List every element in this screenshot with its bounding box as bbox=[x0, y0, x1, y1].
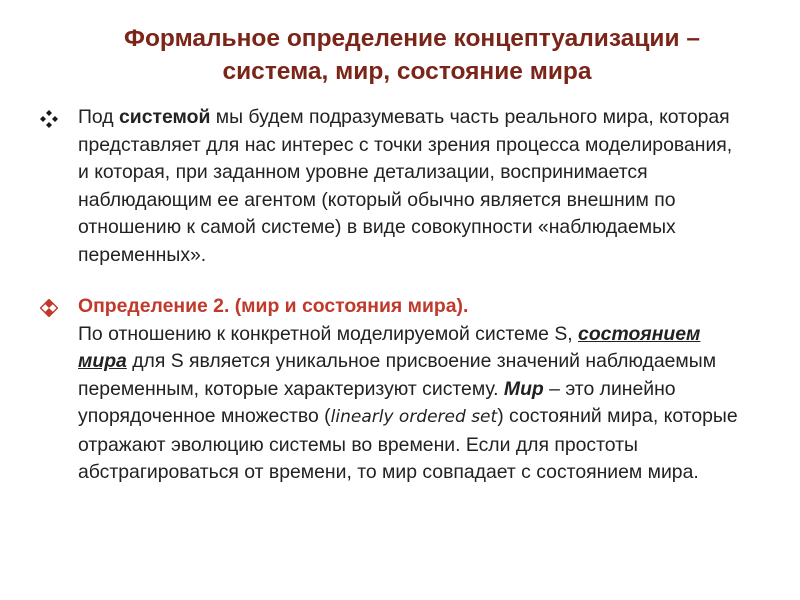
diamond-four-petal-icon bbox=[40, 110, 58, 128]
bullet-2-part-4: ) состояний мира, которые отражают эволюцию системы во времени. Если для простоты абстрагироваться от времени, то мир совпадает с состоянием мира. bbox=[78, 405, 738, 483]
english-term: linearly ordered set bbox=[330, 407, 498, 427]
term-world-state: состоянием мира bbox=[78, 322, 701, 372]
bullet-2-part-1: По отношению к конкретной моделируемой системе S, bbox=[78, 322, 579, 345]
bullet-2-text bbox=[78, 293, 740, 487]
bullet-1-pre: Под bbox=[78, 106, 119, 128]
title-line-1: Формальное определение концептуализации – bbox=[124, 25, 700, 52]
bullet-1-text bbox=[78, 104, 740, 269]
title-line-2: система, мир, состояние мира bbox=[222, 58, 592, 85]
term-system: системой bbox=[119, 106, 211, 128]
bullet-2-part-3: – это линейно упорядоченное множество ( bbox=[78, 377, 676, 427]
definition-heading: Определение 2. (мир и состояния мира). bbox=[78, 295, 469, 317]
square-checker-icon bbox=[40, 299, 58, 317]
bullet-system-definition bbox=[40, 104, 740, 269]
term-world: Мир bbox=[503, 377, 544, 400]
bullet-definition-2 bbox=[40, 293, 740, 487]
bullet-1-post: мы будем подразумевать часть реального мира, которая представляет для нас интерес с точки зрения процесса моделирования, и которая, при заданном уровне детализации, воспринимается наблюдающим ее агентом (который обычно является внешним по отношению к самой системе) в виде совокупности «наблюдаемых переменных». bbox=[78, 106, 733, 266]
slide-title bbox=[0, 22, 800, 88]
bullet-2-part-2: для S является уникальное присвоение значений наблюдаемым переменным, которые характеризуют систему. bbox=[78, 350, 717, 400]
